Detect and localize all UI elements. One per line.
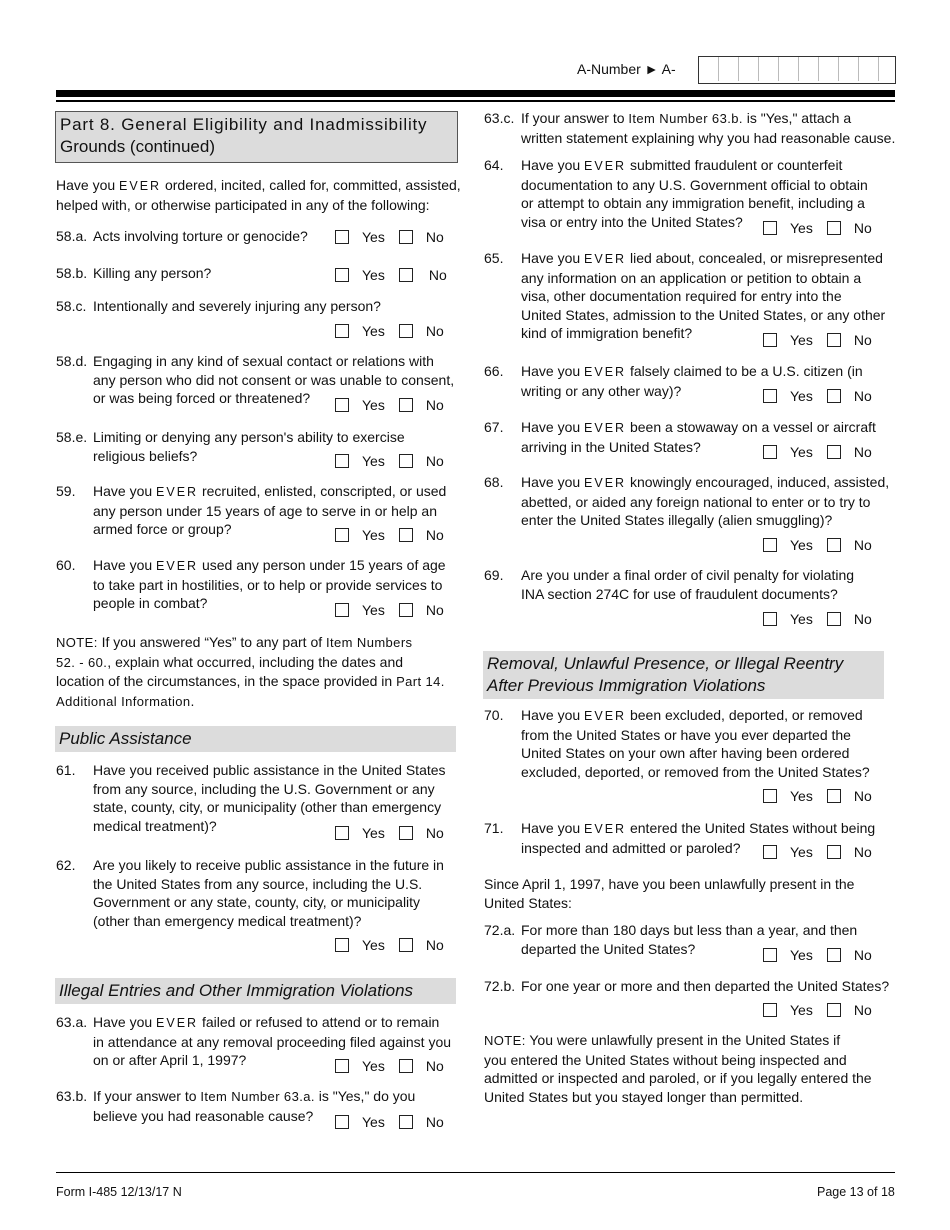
unlawful-presence-intro: Since April 1, 1997, have you been unlawfully present in the United States: bbox=[484, 876, 855, 911]
yes-checkbox[interactable] bbox=[335, 268, 349, 282]
no-checkbox[interactable] bbox=[827, 612, 841, 626]
answer-72a: Yes No bbox=[763, 946, 872, 965]
yes-checkbox[interactable] bbox=[763, 221, 777, 235]
header-rule-thin bbox=[56, 100, 895, 102]
no-checkbox[interactable] bbox=[827, 538, 841, 552]
no-checkbox[interactable] bbox=[399, 230, 413, 244]
no-checkbox[interactable] bbox=[399, 454, 413, 468]
answer-64: Yes No bbox=[763, 219, 872, 238]
no-checkbox[interactable] bbox=[399, 826, 413, 840]
yes-checkbox[interactable] bbox=[763, 1003, 777, 1017]
yes-checkbox[interactable] bbox=[335, 938, 349, 952]
no-checkbox[interactable] bbox=[399, 324, 413, 338]
yes-checkbox[interactable] bbox=[763, 389, 777, 403]
no-checkbox[interactable] bbox=[399, 603, 413, 617]
yes-checkbox[interactable] bbox=[763, 612, 777, 626]
answer-67: Yes No bbox=[763, 443, 872, 462]
answer-60: Yes No bbox=[335, 601, 444, 620]
no-checkbox[interactable] bbox=[827, 948, 841, 962]
yes-checkbox[interactable] bbox=[335, 1059, 349, 1073]
answer-58b: Yes No bbox=[335, 266, 447, 285]
answer-58a: Yes No bbox=[335, 228, 444, 247]
no-checkbox[interactable] bbox=[827, 1003, 841, 1017]
no-checkbox[interactable] bbox=[399, 268, 413, 282]
note-unlawful-presence: NOTE: You were unlawfully present in the United States if you entered the United States without being inspected and admitted or inspected and paroled, or if you legally entered the United States but you stayed longer than permitted. bbox=[484, 1032, 872, 1105]
answer-63a: Yes No bbox=[335, 1057, 444, 1076]
yes-checkbox[interactable] bbox=[335, 826, 349, 840]
yes-checkbox[interactable] bbox=[763, 948, 777, 962]
answer-65: Yes No bbox=[763, 331, 872, 350]
form-identifier: Form I-485 12/13/17 N bbox=[56, 1185, 182, 1199]
yes-checkbox[interactable] bbox=[335, 230, 349, 244]
answer-62: Yes No bbox=[335, 936, 444, 955]
a-number-label: A-Number ► A- bbox=[577, 61, 676, 77]
intro-text: Have you EVER ordered, incited, called for, committed, assisted, helped with, or otherwise participated in any of the following: bbox=[56, 177, 461, 213]
yes-checkbox[interactable] bbox=[763, 845, 777, 859]
no-checkbox[interactable] bbox=[827, 845, 841, 859]
yes-checkbox[interactable] bbox=[335, 603, 349, 617]
part-title: Part 8. General Eligibility and Inadmissibility Grounds (continued) bbox=[55, 111, 458, 163]
yes-checkbox[interactable] bbox=[335, 1115, 349, 1129]
no-checkbox[interactable] bbox=[827, 333, 841, 347]
section-public-assistance: Public Assistance bbox=[55, 726, 456, 752]
no-checkbox[interactable] bbox=[399, 528, 413, 542]
answer-58d: Yes No bbox=[335, 396, 444, 415]
no-checkbox[interactable] bbox=[399, 1115, 413, 1129]
answer-58e: Yes No bbox=[335, 452, 444, 471]
answer-72b: Yes No bbox=[763, 1001, 872, 1020]
answer-66: Yes No bbox=[763, 387, 872, 406]
header-rule-thick bbox=[56, 90, 895, 97]
answer-69: Yes No bbox=[763, 610, 872, 629]
a-number-field[interactable] bbox=[698, 56, 896, 84]
answer-61: Yes No bbox=[335, 824, 444, 843]
answer-59: Yes No bbox=[335, 526, 444, 545]
section-illegal-entries: Illegal Entries and Other Immigration Violations bbox=[55, 978, 456, 1004]
no-checkbox[interactable] bbox=[399, 938, 413, 952]
yes-checkbox[interactable] bbox=[763, 333, 777, 347]
answer-68: Yes No bbox=[763, 536, 872, 555]
no-checkbox[interactable] bbox=[827, 221, 841, 235]
yes-checkbox[interactable] bbox=[335, 398, 349, 412]
yes-checkbox[interactable] bbox=[763, 445, 777, 459]
section-removal-unlawful-presence: Removal, Unlawful Presence, or Illegal Reentry After Previous Immigration Violations bbox=[483, 651, 884, 699]
no-checkbox[interactable] bbox=[399, 398, 413, 412]
no-checkbox[interactable] bbox=[827, 789, 841, 803]
yes-checkbox[interactable] bbox=[763, 789, 777, 803]
answer-58c: Yes No bbox=[335, 322, 444, 341]
no-checkbox[interactable] bbox=[827, 445, 841, 459]
yes-checkbox[interactable] bbox=[335, 324, 349, 338]
yes-checkbox[interactable] bbox=[335, 528, 349, 542]
yes-checkbox[interactable] bbox=[335, 454, 349, 468]
note-items-52-60: NOTE: If you answered “Yes” to any part of Item Numbers 52. - 60., explain what occurred, including the dates and location of the circumstances, in the space provided in Part 14. Additional Information. bbox=[56, 634, 445, 709]
answer-63b: Yes No bbox=[335, 1113, 444, 1132]
answer-70: Yes No bbox=[763, 787, 872, 806]
no-checkbox[interactable] bbox=[827, 389, 841, 403]
no-checkbox[interactable] bbox=[399, 1059, 413, 1073]
answer-71: Yes No bbox=[763, 843, 872, 862]
page-number: Page 13 of 18 bbox=[817, 1185, 895, 1199]
yes-checkbox[interactable] bbox=[763, 538, 777, 552]
footer-rule bbox=[56, 1172, 895, 1173]
